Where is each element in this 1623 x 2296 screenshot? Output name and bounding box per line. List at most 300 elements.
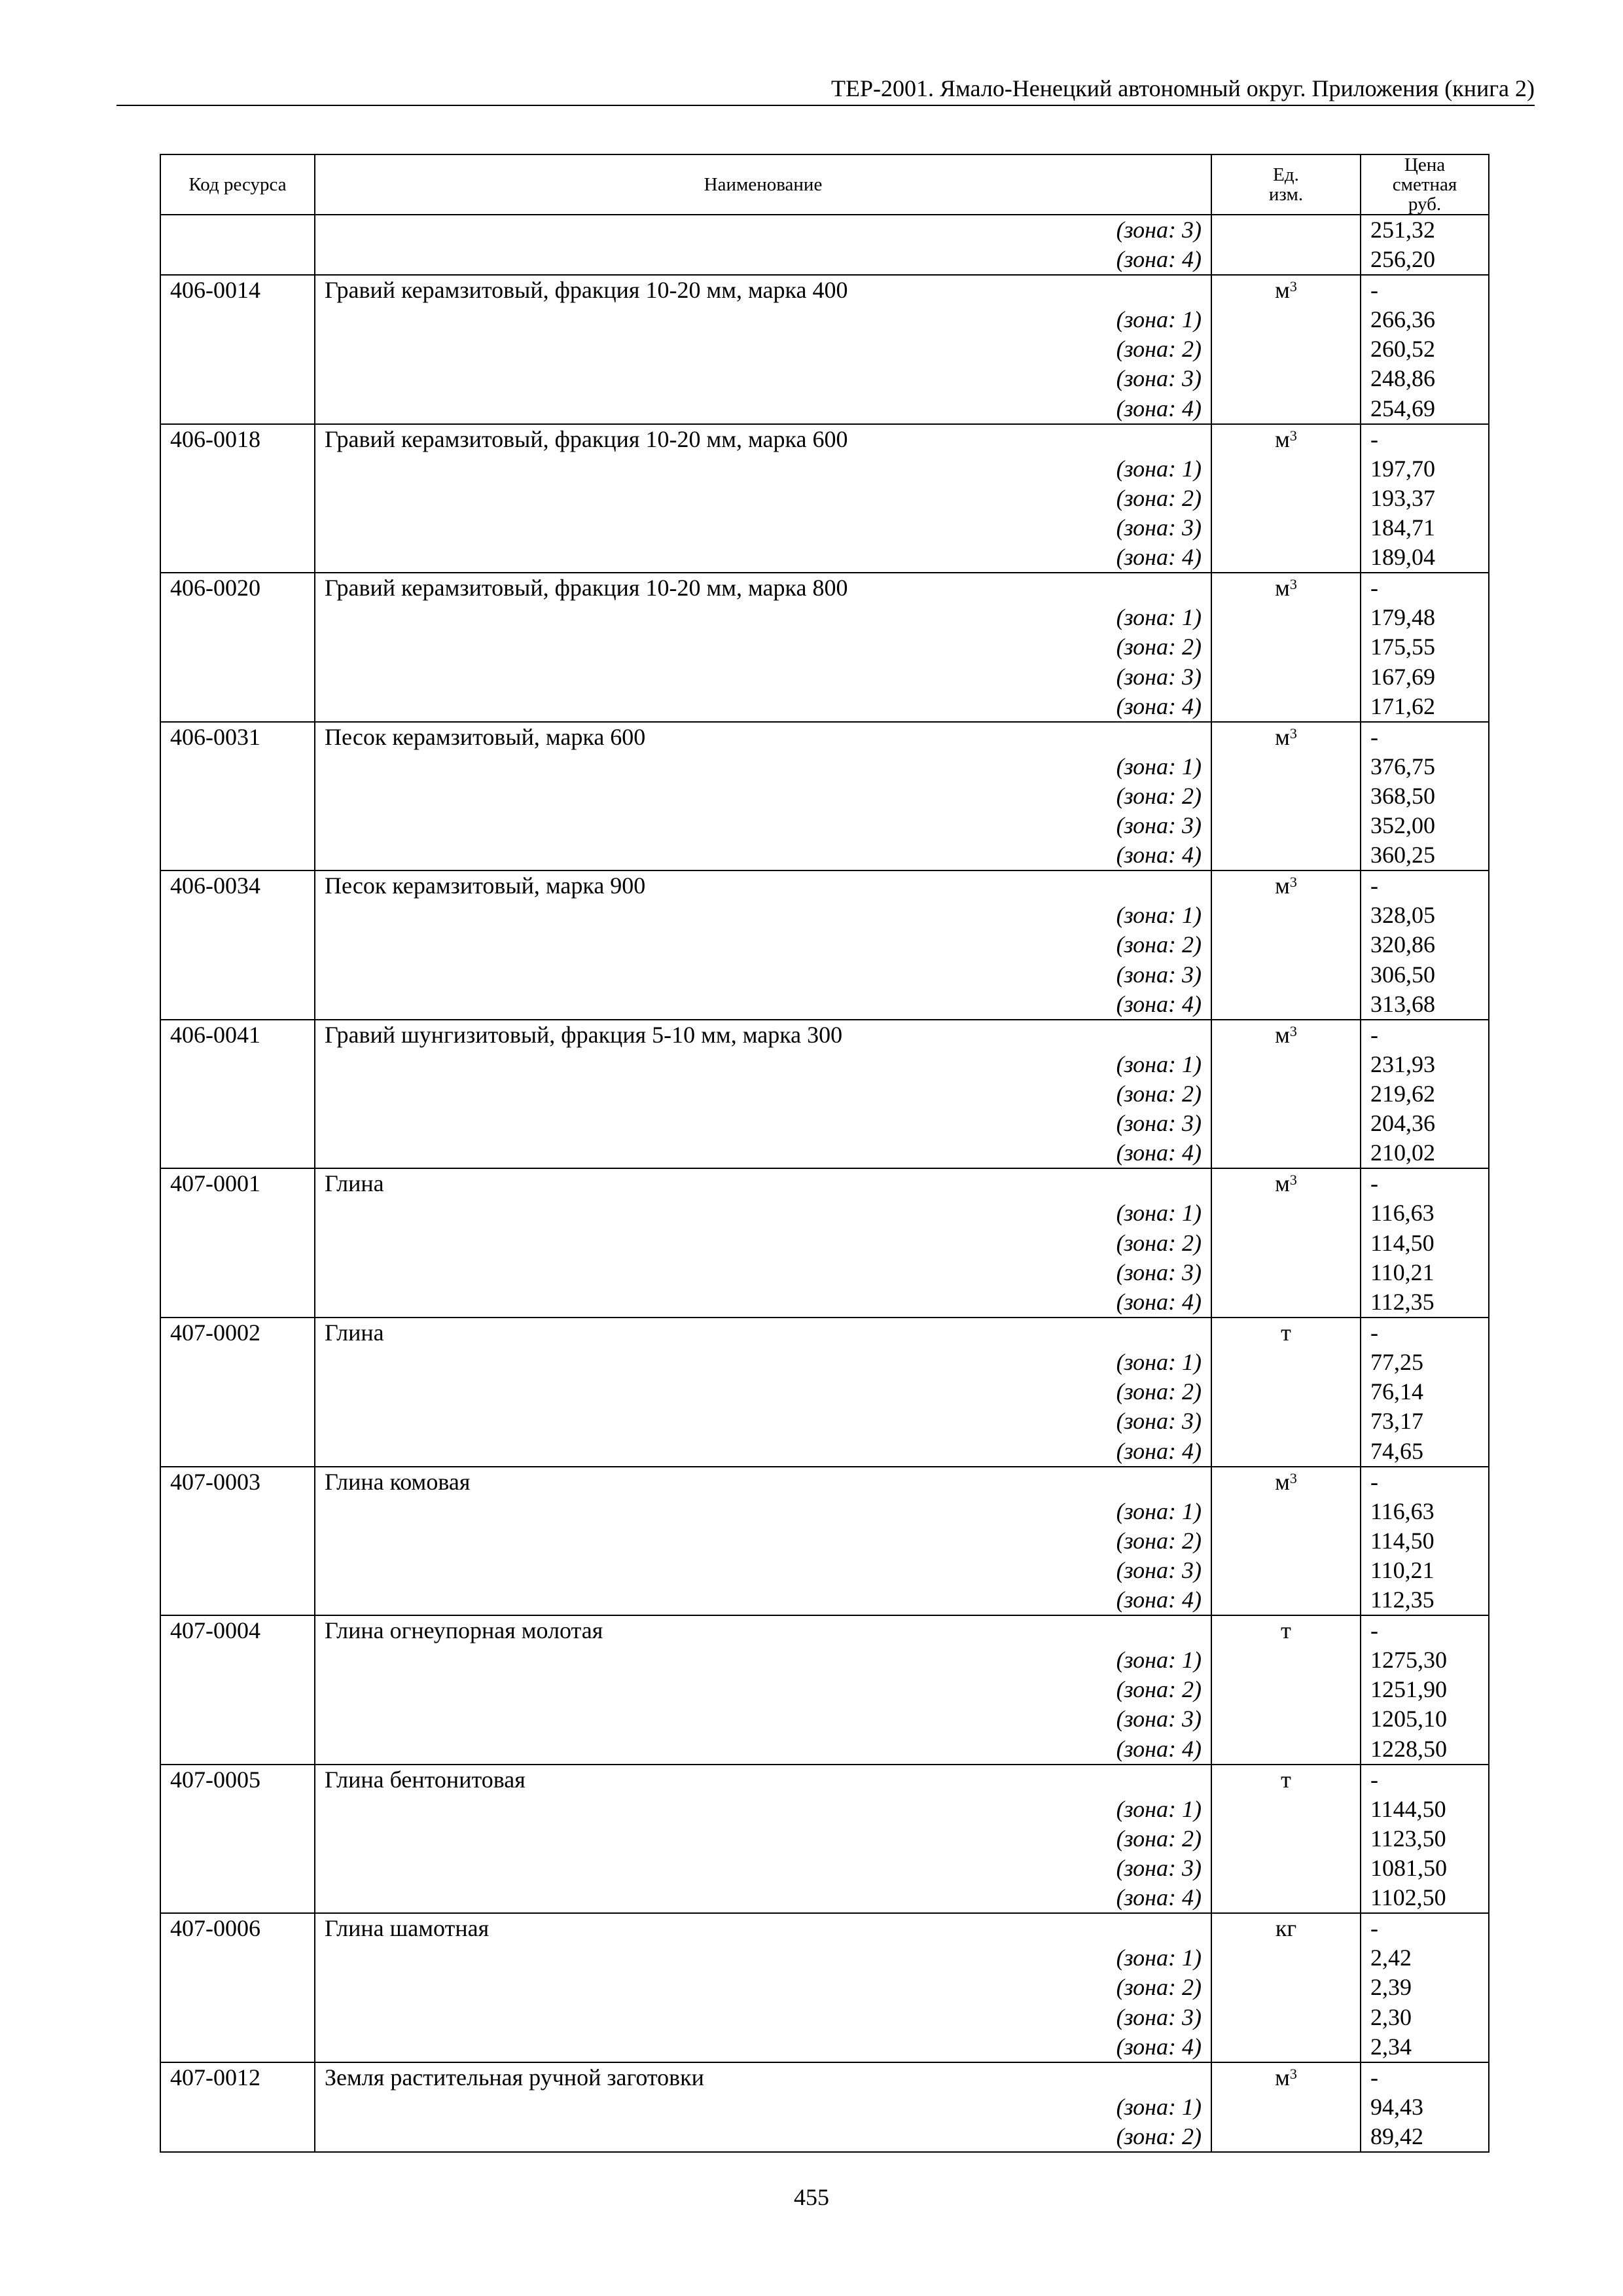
unit-text: м (1275, 2064, 1290, 2090)
resource-price: - (1361, 1765, 1489, 1795)
unit-cell-empty (1211, 305, 1361, 334)
resource-price: - (1361, 1020, 1489, 1050)
resource-unit (1211, 1765, 1361, 1795)
zone-row (160, 1348, 1489, 1377)
code-cell-empty (160, 1348, 315, 1377)
unit-cell-empty (1211, 1704, 1361, 1734)
zone-label: (зона: 2) (315, 1377, 1211, 1407)
resource-code: 406-0014 (160, 275, 315, 305)
zone-label: (зона: 3) (315, 215, 1211, 245)
zone-row (160, 2092, 1489, 2122)
code-cell-empty (160, 1943, 315, 1973)
zone-row (160, 1526, 1489, 1556)
unit-cell-empty (1211, 334, 1361, 364)
zone-price: 328,05 (1361, 901, 1489, 930)
resource-price: - (1361, 1168, 1489, 1198)
zone-price: 320,86 (1361, 930, 1489, 960)
unit-cell-empty (1211, 364, 1361, 393)
unit-cell-empty (1211, 2122, 1361, 2152)
resource-row (160, 1318, 1489, 1348)
unit-superscript: 3 (1289, 2065, 1297, 2082)
resource-row (160, 722, 1489, 752)
unit-superscript: 3 (1289, 1469, 1297, 1486)
code-cell-empty (160, 1437, 315, 1467)
unit-cell-empty (1211, 662, 1361, 692)
unit-text: м (1275, 1170, 1290, 1197)
unit-cell-empty (1211, 1109, 1361, 1138)
zone-label: (зона: 3) (315, 1704, 1211, 1734)
unit-text: м (1275, 723, 1290, 750)
unit-text: м (1275, 575, 1290, 601)
unit-cell-empty (1211, 990, 1361, 1020)
zone-row (160, 1585, 1489, 1615)
zone-price: 204,36 (1361, 1109, 1489, 1138)
unit-cell-empty (1211, 1943, 1361, 1973)
resource-name: Глина (315, 1168, 1211, 1198)
zone-row (160, 1497, 1489, 1526)
zone-row (160, 1407, 1489, 1436)
zone-label: (зона: 4) (315, 1437, 1211, 1467)
zone-price: 376,75 (1361, 752, 1489, 781)
code-cell-empty (160, 1675, 315, 1704)
code-cell-empty (160, 454, 315, 484)
column-header-price-line2: руб. (1408, 194, 1442, 215)
unit-text: м (1275, 1468, 1290, 1495)
zone-price: 368,50 (1361, 781, 1489, 811)
zone-label: (зона: 4) (315, 840, 1211, 870)
unit-cell-empty (1211, 692, 1361, 722)
unit-cell-empty (1211, 2092, 1361, 2122)
zone-label: (зона: 1) (315, 1497, 1211, 1526)
zone-row (160, 1198, 1489, 1228)
table-header-row (160, 154, 1489, 215)
zone-price: 116,63 (1361, 1198, 1489, 1228)
code-cell-empty (160, 692, 315, 722)
zone-price: 1123,50 (1361, 1824, 1489, 1854)
zone-row (160, 811, 1489, 840)
unit-text: т (1281, 1319, 1291, 1346)
zone-row (160, 1258, 1489, 1287)
code-cell-empty (160, 1824, 315, 1854)
code-cell-empty (160, 1229, 315, 1258)
code-cell-empty (160, 960, 315, 990)
resource-name: Глина комовая (315, 1467, 1211, 1497)
zone-row (160, 2032, 1489, 2062)
zone-row (160, 1229, 1489, 1258)
zone-row (160, 1734, 1489, 1765)
unit-cell-empty (1211, 1287, 1361, 1318)
zone-label: (зона: 1) (315, 1050, 1211, 1079)
code-cell-empty (160, 1050, 315, 1079)
resource-code: 406-0041 (160, 1020, 315, 1050)
zone-label: (зона: 4) (315, 990, 1211, 1020)
unit-cell-empty (1211, 960, 1361, 990)
zone-label: (зона: 3) (315, 1109, 1211, 1138)
zone-price: 116,63 (1361, 1497, 1489, 1526)
zone-price: 2,30 (1361, 2003, 1489, 2032)
resource-name: Глина бентонитовая (315, 1765, 1211, 1795)
column-header-price (1361, 154, 1489, 215)
zone-price: 248,86 (1361, 364, 1489, 393)
zone-label: (зона: 4) (315, 1883, 1211, 1913)
zone-row (160, 1675, 1489, 1704)
unit-cell-empty (1211, 1050, 1361, 1079)
resource-code: 407-0012 (160, 2062, 315, 2092)
zone-row (160, 1824, 1489, 1854)
code-cell-empty (160, 2092, 315, 2122)
unit-cell-empty (1211, 781, 1361, 811)
code-cell-empty (160, 840, 315, 870)
resource-row (160, 2062, 1489, 2092)
unit-cell-empty (1211, 1824, 1361, 1854)
zone-label: (зона: 2) (315, 632, 1211, 662)
zone-price: 256,20 (1361, 245, 1489, 275)
code-cell-empty (160, 1258, 315, 1287)
header-rule (116, 105, 1535, 106)
unit-cell-empty (1211, 484, 1361, 513)
column-header-price-line1: Цена сметная (1392, 154, 1457, 195)
zone-label: (зона: 2) (315, 1675, 1211, 1704)
resource-code: 407-0006 (160, 1913, 315, 1943)
code-cell-empty (160, 930, 315, 960)
unit-superscript: 3 (1289, 1022, 1297, 1039)
code-cell-empty (160, 2003, 315, 2032)
zone-label: (зона: 1) (315, 603, 1211, 632)
code-cell-empty (160, 334, 315, 364)
resource-row (160, 1615, 1489, 1645)
zone-price: 2,39 (1361, 1973, 1489, 2002)
zone-price: 167,69 (1361, 662, 1489, 692)
unit-superscript: 3 (1289, 725, 1297, 742)
unit-cell-empty (1211, 543, 1361, 573)
resource-name: Глина шамотная (315, 1913, 1211, 1943)
zone-price: 2,34 (1361, 2032, 1489, 2062)
unit-text: т (1281, 1766, 1291, 1793)
resource-row (160, 1467, 1489, 1497)
code-cell-empty (160, 1704, 315, 1734)
unit-cell-empty (1211, 2003, 1361, 2032)
zone-price: 76,14 (1361, 1377, 1489, 1407)
resource-name: Глина огнеупорная молотая (315, 1615, 1211, 1645)
column-header-name: Наименование (315, 154, 1211, 215)
resource-code: 407-0002 (160, 1318, 315, 1348)
zone-row (160, 1973, 1489, 2002)
zone-price: 231,93 (1361, 1050, 1489, 1079)
zone-label: (зона: 1) (315, 1795, 1211, 1824)
resource-code: 407-0003 (160, 1467, 315, 1497)
resource-code: 407-0005 (160, 1765, 315, 1795)
resource-name: Земля растительная ручной заготовки (315, 2062, 1211, 2092)
code-cell-empty (160, 484, 315, 513)
unit-superscript: 3 (1289, 576, 1297, 593)
zone-label: (зона: 4) (315, 1138, 1211, 1168)
zone-label: (зона: 1) (315, 454, 1211, 484)
unit-text: м (1275, 872, 1290, 899)
unit-text: т (1281, 1617, 1291, 1644)
resource-name: Гравий керамзитовый, фракция 10-20 мм, марка 400 (315, 275, 1211, 305)
code-cell-empty (160, 1645, 315, 1675)
zone-row (160, 1138, 1489, 1168)
zone-label: (зона: 4) (315, 394, 1211, 424)
zone-price: 112,35 (1361, 1287, 1489, 1318)
zone-label: (зона: 4) (315, 1287, 1211, 1318)
unit-cell-empty (1211, 1258, 1361, 1287)
zone-price: 175,55 (1361, 632, 1489, 662)
zone-label: (зона: 2) (315, 484, 1211, 513)
zone-price: 94,43 (1361, 2092, 1489, 2122)
code-cell-empty (160, 1585, 315, 1615)
resource-unit (1211, 1318, 1361, 1348)
unit-cell-empty (1211, 2032, 1361, 2062)
zone-label: (зона: 4) (315, 2032, 1211, 2062)
page-number: 455 (794, 2184, 829, 2210)
resource-name: Гравий керамзитовый, фракция 10-20 мм, марка 600 (315, 424, 1211, 454)
running-header: ТЕР-2001. Ямало-Ненецкий автономный округ. Приложения (книга 2) (831, 75, 1535, 101)
unit-cell-empty (1211, 1556, 1361, 1585)
zone-price: 251,32 (1361, 215, 1489, 245)
unit-text: кг (1275, 1915, 1297, 1942)
zone-row (160, 2122, 1489, 2152)
zone-row (160, 1943, 1489, 1973)
column-header-unit-line1: Ед. (1273, 164, 1299, 185)
zone-row (160, 1437, 1489, 1467)
zone-row (160, 394, 1489, 424)
code-cell-empty (160, 1079, 315, 1109)
code-cell-empty (160, 603, 315, 632)
zone-price: 179,48 (1361, 603, 1489, 632)
zone-price: 74,65 (1361, 1437, 1489, 1467)
zone-row (160, 513, 1489, 543)
resource-unit (1211, 573, 1361, 603)
zone-row (160, 215, 1489, 245)
code-cell-empty (160, 1138, 315, 1168)
resource-name: Глина (315, 1318, 1211, 1348)
zone-price: 360,25 (1361, 840, 1489, 870)
resource-name: Песок керамзитовый, марка 900 (315, 870, 1211, 901)
zone-price: 352,00 (1361, 811, 1489, 840)
resource-code: 406-0020 (160, 573, 315, 603)
zone-price: 1081,50 (1361, 1854, 1489, 1883)
code-cell-empty (160, 1497, 315, 1526)
unit-cell-empty (1211, 1229, 1361, 1258)
zone-price: 260,52 (1361, 334, 1489, 364)
column-header-code: Код ресурса (160, 154, 315, 215)
zone-row (160, 1704, 1489, 1734)
resource-price: - (1361, 2062, 1489, 2092)
resource-code: 406-0034 (160, 870, 315, 901)
zone-row (160, 632, 1489, 662)
code-cell-empty (160, 781, 315, 811)
code-cell-empty (160, 1287, 315, 1318)
resource-price: - (1361, 275, 1489, 305)
code-cell-empty (160, 2122, 315, 2152)
unit-superscript: 3 (1289, 874, 1297, 891)
code-cell-empty (160, 245, 315, 275)
zone-row (160, 1556, 1489, 1585)
zone-price: 1205,10 (1361, 1704, 1489, 1734)
code-cell-empty (160, 1883, 315, 1913)
code-cell-empty (160, 1854, 315, 1883)
zone-row (160, 1079, 1489, 1109)
zone-price: 77,25 (1361, 1348, 1489, 1377)
zone-price: 254,69 (1361, 394, 1489, 424)
zone-row (160, 543, 1489, 573)
unit-cell-empty (1211, 1497, 1361, 1526)
zone-row (160, 305, 1489, 334)
zone-label: (зона: 3) (315, 811, 1211, 840)
unit-cell-empty (1211, 1854, 1361, 1883)
unit-cell-empty (1211, 811, 1361, 840)
unit-cell-empty (1211, 1795, 1361, 1824)
code-cell-empty (160, 1556, 315, 1585)
zone-price: 1228,50 (1361, 1734, 1489, 1765)
resource-row (160, 1020, 1489, 1050)
zone-row (160, 1645, 1489, 1675)
zone-label: (зона: 4) (315, 1734, 1211, 1765)
zone-price: 2,42 (1361, 1943, 1489, 1973)
zone-row (160, 990, 1489, 1020)
unit-superscript: 3 (1289, 278, 1297, 295)
zone-label: (зона: 1) (315, 1645, 1211, 1675)
unit-superscript: 3 (1289, 427, 1297, 444)
zone-label: (зона: 3) (315, 662, 1211, 692)
zone-price: 112,35 (1361, 1585, 1489, 1615)
resource-name: Песок керамзитовый, марка 600 (315, 722, 1211, 752)
unit-cell-empty (1211, 632, 1361, 662)
zone-row (160, 692, 1489, 722)
zone-price: 184,71 (1361, 513, 1489, 543)
unit-cell-empty (1211, 1883, 1361, 1913)
column-header-unit-line2: изм. (1268, 184, 1304, 205)
code-cell-empty (160, 543, 315, 573)
unit-cell-empty (1211, 1138, 1361, 1168)
zone-label: (зона: 4) (315, 245, 1211, 275)
unit-cell-empty (1211, 1675, 1361, 1704)
price-table (160, 154, 1489, 2153)
zone-row (160, 454, 1489, 484)
zone-price: 171,62 (1361, 692, 1489, 722)
zone-row (160, 960, 1489, 990)
resource-price: - (1361, 870, 1489, 901)
zone-label: (зона: 2) (315, 781, 1211, 811)
zone-label: (зона: 1) (315, 305, 1211, 334)
zone-price: 306,50 (1361, 960, 1489, 990)
code-cell-empty (160, 513, 315, 543)
zone-label: (зона: 2) (315, 1079, 1211, 1109)
unit-cell-empty (1211, 1734, 1361, 1765)
zone-label: (зона: 1) (315, 1348, 1211, 1377)
unit-cell-empty (1211, 1348, 1361, 1377)
unit-cell-empty (1211, 930, 1361, 960)
code-cell-empty (160, 364, 315, 393)
unit-text: м (1275, 425, 1290, 452)
zone-row (160, 901, 1489, 930)
zone-label: (зона: 3) (315, 1854, 1211, 1883)
zone-price: 210,02 (1361, 1138, 1489, 1168)
zone-row (160, 840, 1489, 870)
unit-cell-empty (1211, 840, 1361, 870)
resource-row (160, 870, 1489, 901)
resource-unit (1211, 2062, 1361, 2092)
resource-unit (1211, 1168, 1361, 1198)
column-header-unit (1211, 154, 1361, 215)
zone-label: (зона: 3) (315, 1258, 1211, 1287)
resource-name: Гравий керамзитовый, фракция 10-20 мм, марка 800 (315, 573, 1211, 603)
zone-label: (зона: 3) (315, 513, 1211, 543)
code-cell-empty (160, 1795, 315, 1824)
zone-row (160, 1287, 1489, 1318)
resource-price: - (1361, 573, 1489, 603)
zone-label: (зона: 1) (315, 1198, 1211, 1228)
resource-unit (1211, 1913, 1361, 1943)
resource-code: 406-0018 (160, 424, 315, 454)
resource-row (160, 424, 1489, 454)
zone-row (160, 1795, 1489, 1824)
code-cell-empty (160, 394, 315, 424)
zone-row (160, 1109, 1489, 1138)
code-cell-empty (160, 990, 315, 1020)
unit-text: м (1275, 1021, 1290, 1048)
resource-unit (1211, 1467, 1361, 1497)
zone-row (160, 662, 1489, 692)
unit-cell-empty (1211, 454, 1361, 484)
code-cell-empty (160, 752, 315, 781)
zone-price: 1275,30 (1361, 1645, 1489, 1675)
code-cell-empty (160, 215, 315, 245)
unit-cell-empty (1211, 245, 1361, 275)
code-cell-empty (160, 662, 315, 692)
unit-cell-empty (1211, 752, 1361, 781)
zone-price: 1251,90 (1361, 1675, 1489, 1704)
code-cell-empty (160, 1407, 315, 1436)
resource-unit (1211, 1615, 1361, 1645)
zone-row (160, 930, 1489, 960)
zone-row (160, 752, 1489, 781)
zone-price: 110,21 (1361, 1556, 1489, 1585)
zone-price: 1144,50 (1361, 1795, 1489, 1824)
resource-unit (1211, 424, 1361, 454)
resource-name: Гравий шунгизитовый, фракция 5-10 мм, марка 300 (315, 1020, 1211, 1050)
code-cell-empty (160, 1526, 315, 1556)
zone-label: (зона: 2) (315, 1824, 1211, 1854)
zone-price: 1102,50 (1361, 1883, 1489, 1913)
code-cell-empty (160, 305, 315, 334)
zone-row (160, 1883, 1489, 1913)
unit-cell-empty (1211, 1585, 1361, 1615)
zone-label: (зона: 3) (315, 1556, 1211, 1585)
zone-label: (зона: 2) (315, 334, 1211, 364)
unit-cell-empty (1211, 394, 1361, 424)
unit-cell-empty (1211, 1645, 1361, 1675)
unit-superscript: 3 (1289, 1172, 1297, 1189)
zone-label: (зона: 2) (315, 2122, 1211, 2152)
unit-cell-empty (1211, 1407, 1361, 1436)
zone-row (160, 364, 1489, 393)
zone-label: (зона: 1) (315, 2092, 1211, 2122)
resource-unit (1211, 722, 1361, 752)
zone-price: 110,21 (1361, 1258, 1489, 1287)
zone-label: (зона: 2) (315, 1973, 1211, 2002)
zone-price: 219,62 (1361, 1079, 1489, 1109)
unit-cell-empty (1211, 1526, 1361, 1556)
zone-price: 313,68 (1361, 990, 1489, 1020)
zone-row (160, 1377, 1489, 1407)
table-body (160, 215, 1489, 2152)
unit-cell-empty (1211, 1973, 1361, 2002)
zone-label: (зона: 2) (315, 1229, 1211, 1258)
zone-price: 266,36 (1361, 305, 1489, 334)
resource-row (160, 275, 1489, 305)
